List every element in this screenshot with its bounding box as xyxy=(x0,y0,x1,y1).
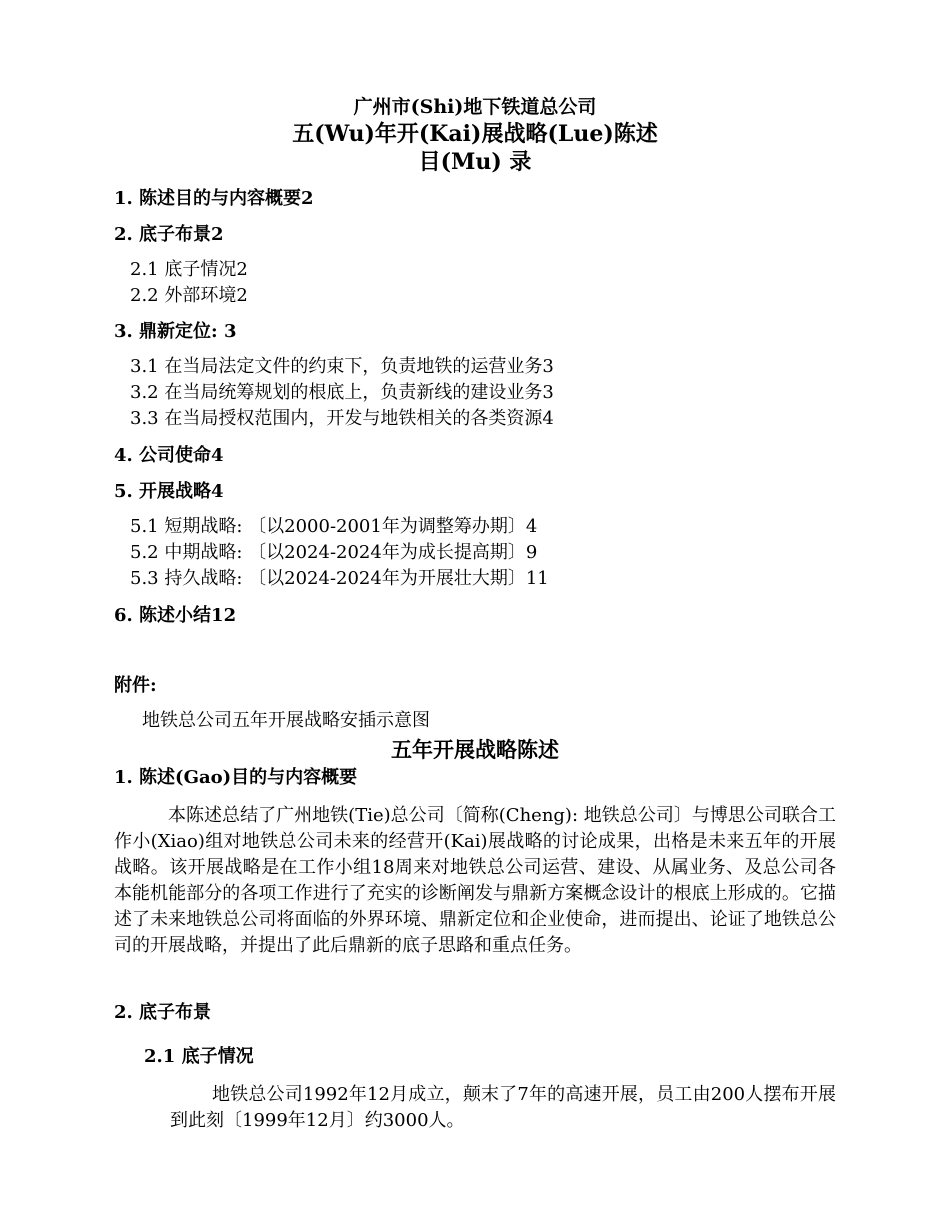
attachment-item: 地铁总公司五年开展战略安插示意图 xyxy=(142,710,430,731)
toc-subitem[interactable]: 3.1 在当局法定文件的约束下，负责地铁的运营业务3 xyxy=(130,356,554,377)
toc-item[interactable]: 4. 公司使命4 xyxy=(114,445,224,466)
toc-item[interactable]: 2. 底子布景2 xyxy=(114,224,224,245)
attachment-label: 附件: xyxy=(114,675,157,696)
subsection-heading: 2.1 底子情况 xyxy=(144,1046,254,1067)
toc-item[interactable]: 5. 开展战略4 xyxy=(114,481,224,502)
org-name: 广州市(Shi)地下铁道总公司 xyxy=(353,96,597,118)
toc-item[interactable]: 3. 鼎新定位: 3 xyxy=(114,321,237,342)
section-title: 五年开展战略陈述 xyxy=(391,737,559,762)
toc-subitem[interactable]: 2.2 外部环境2 xyxy=(130,285,248,306)
toc-subitem[interactable]: 2.1 底子情况2 xyxy=(130,259,248,280)
toc-subitem[interactable]: 3.3 在当局授权范围内，开发与地铁相关的各类资源4 xyxy=(130,408,554,429)
toc-item[interactable]: 1. 陈述目的与内容概要2 xyxy=(114,188,314,209)
section-heading: 2. 底子布景 xyxy=(114,1002,212,1023)
toc-title: 目(Mu) 录 xyxy=(418,149,532,175)
toc-item[interactable]: 6. 陈述小结12 xyxy=(114,605,237,626)
body-paragraph: 地铁总公司1992年12月成立，颠末了7年的高速开展，员工由200人摆布开展到此刻〔1999年12月〕约3000人。 xyxy=(170,1084,836,1131)
toc-subitem[interactable]: 3.2 在当局统筹规划的根底上，负责新线的建设业务3 xyxy=(130,382,554,403)
section-heading: 1. 陈述(Gao)目的与内容概要 xyxy=(114,767,358,788)
toc-subitem[interactable]: 5.1 短期战略: 〔以2000-2001年为调整筹办期〕4 xyxy=(130,516,538,537)
body-paragraph: 本陈述总结了广州地铁(Tie)总公司〔简称(Cheng): 地铁总公司〕与博思公司联合工作小(Xiao)组对地铁总公司未来的经营开(Kai)展战略的讨论成果，出格是未来五年的开展战略。该开展战略是在工作小组18周来对地铁总公司运营、建设、从属业务、及总公司各本能机能部分的各项工作进行了充实的诊断阐发与鼎新方案概念设计的根底上形成的。它描述了未来地铁总公司将面临的外界环境、鼎新定位和企业使命，进而提出、论证了地铁总公司的开展战略，并提出了此后鼎新的底子思路和重点任务。 xyxy=(114,805,836,956)
toc-subitem[interactable]: 5.3 持久战略: 〔以2024-2024年为开展壮大期〕11 xyxy=(130,568,549,589)
report-title: 五(Wu)年开(Kai)展战略(Lue)陈述 xyxy=(292,121,658,147)
toc-subitem[interactable]: 5.2 中期战略: 〔以2024-2024年为成长提高期〕9 xyxy=(130,542,538,563)
